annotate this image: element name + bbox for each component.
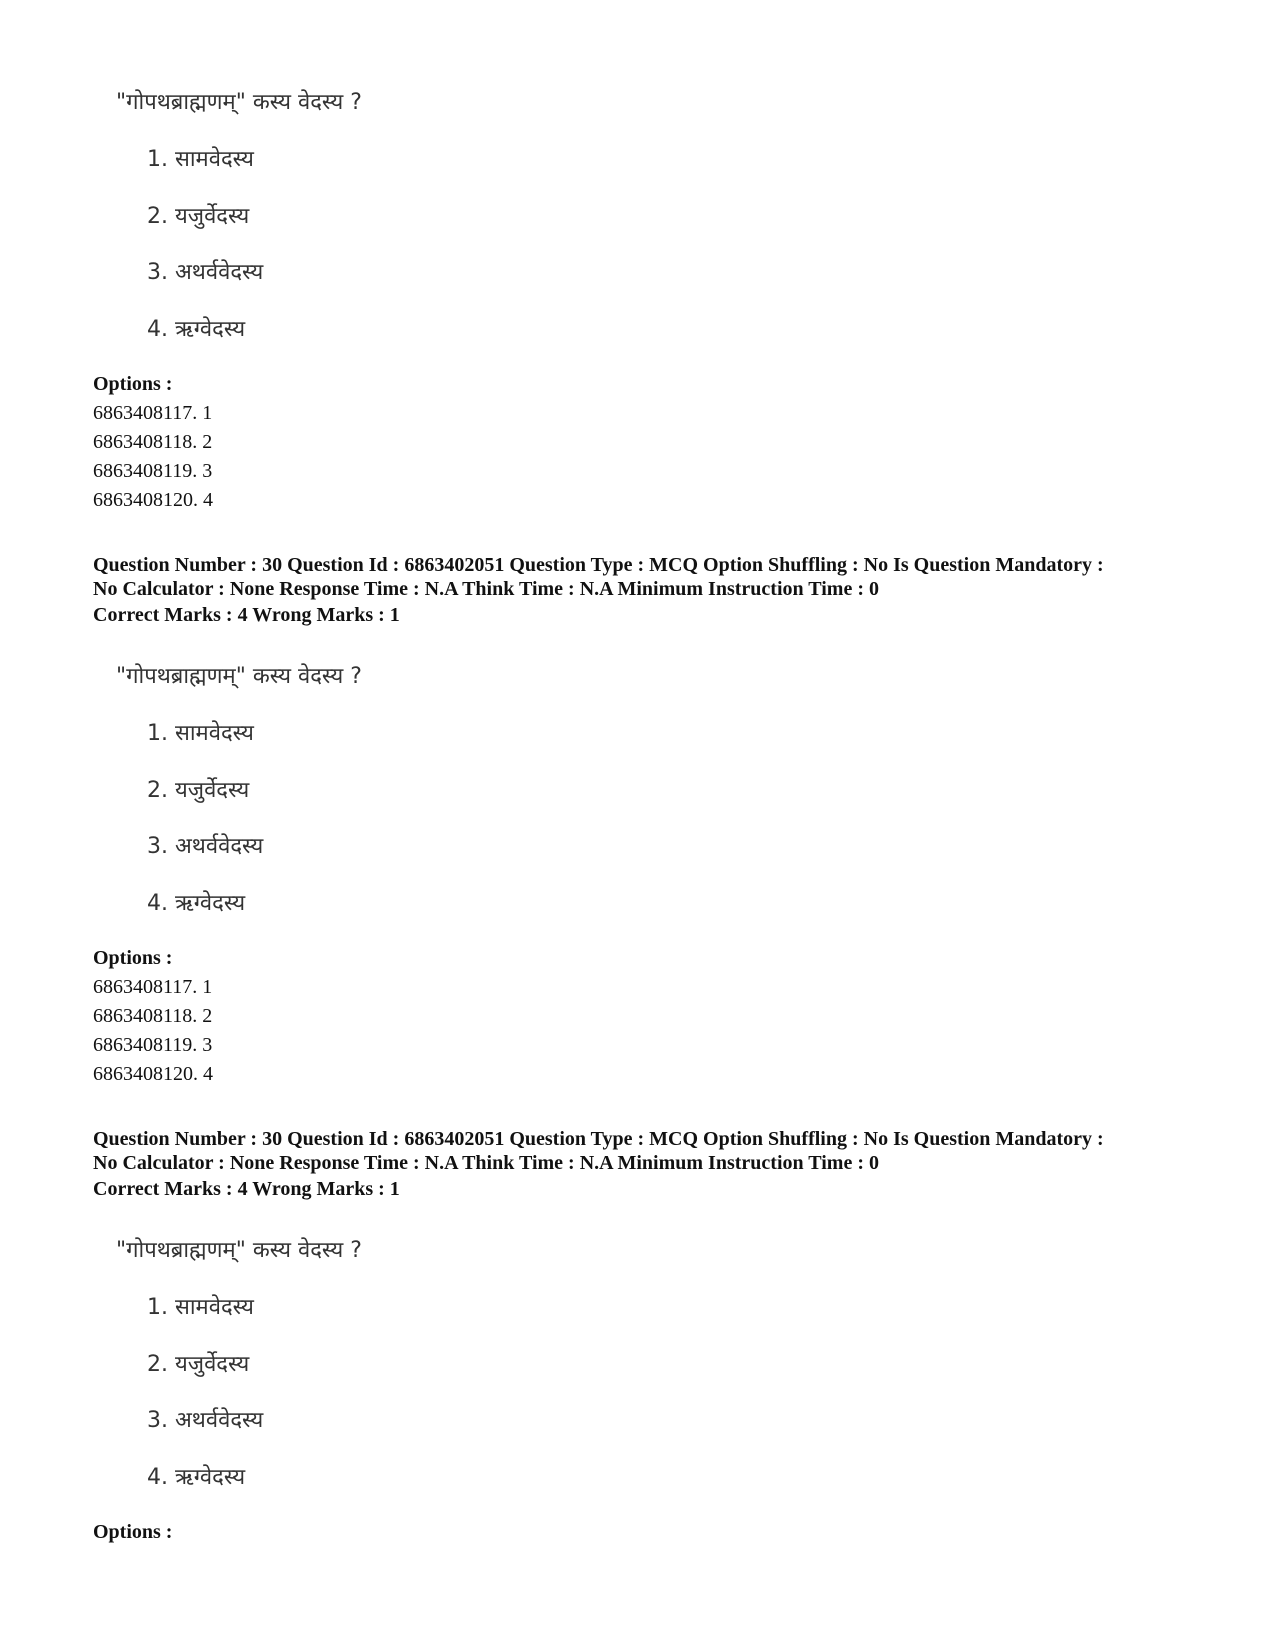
choice-4: 4. ऋग्वेदस्य	[147, 317, 246, 342]
question-meta-line1: Question Number : 30 Question Id : 6863402051 Question Type : MCQ Option Shuffling : No Is Question Mandatory :	[93, 1128, 1104, 1150]
options-label: Options :	[93, 1521, 173, 1543]
choice-3: 3. अथर्ववेदस्य	[147, 260, 264, 285]
choice-2: 2. यजुर्वेदस्य	[147, 778, 250, 803]
choice-1: 1. सामवेदस्य	[147, 147, 254, 172]
choice-2: 2. यजुर्वेदस्य	[147, 1352, 250, 1377]
question-meta-line2: No Calculator : None Response Time : N.A Think Time : N.A Minimum Instruction Time : 0	[93, 1152, 879, 1174]
choice-4: 4. ऋग्वेदस्य	[147, 891, 246, 916]
question-marks: Correct Marks : 4 Wrong Marks : 1	[93, 1178, 400, 1200]
option-id-4: 6863408120. 4	[93, 1063, 213, 1085]
option-id-4: 6863408120. 4	[93, 489, 213, 511]
choice-1: 1. सामवेदस्य	[147, 1295, 254, 1320]
question-meta-line2: No Calculator : None Response Time : N.A Think Time : N.A Minimum Instruction Time : 0	[93, 578, 879, 600]
choice-1: 1. सामवेदस्य	[147, 721, 254, 746]
option-id-2: 6863408118. 2	[93, 1005, 213, 1027]
question-meta	[93, 553, 1203, 601]
question-meta	[93, 1127, 1203, 1175]
option-id-2: 6863408118. 2	[93, 431, 213, 453]
option-id-1: 6863408117. 1	[93, 402, 213, 424]
options-label: Options :	[93, 373, 173, 395]
question-meta-line1: Question Number : 30 Question Id : 6863402051 Question Type : MCQ Option Shuffling : No Is Question Mandatory :	[93, 554, 1104, 576]
question-marks: Correct Marks : 4 Wrong Marks : 1	[93, 604, 400, 626]
question-text: "गोपथब्राह्मणम्" कस्य वेदस्य ?	[116, 90, 362, 115]
choice-3: 3. अथर्ववेदस्य	[147, 1408, 264, 1433]
choice-4: 4. ऋग्वेदस्य	[147, 1465, 246, 1490]
option-id-3: 6863408119. 3	[93, 1034, 213, 1056]
option-id-3: 6863408119. 3	[93, 460, 213, 482]
choice-2: 2. यजुर्वेदस्य	[147, 204, 250, 229]
question-text: "गोपथब्राह्मणम्" कस्य वेदस्य ?	[116, 1238, 362, 1263]
question-text: "गोपथब्राह्मणम्" कस्य वेदस्य ?	[116, 664, 362, 689]
options-label: Options :	[93, 947, 173, 969]
option-id-1: 6863408117. 1	[93, 976, 213, 998]
choice-3: 3. अथर्ववेदस्य	[147, 834, 264, 859]
